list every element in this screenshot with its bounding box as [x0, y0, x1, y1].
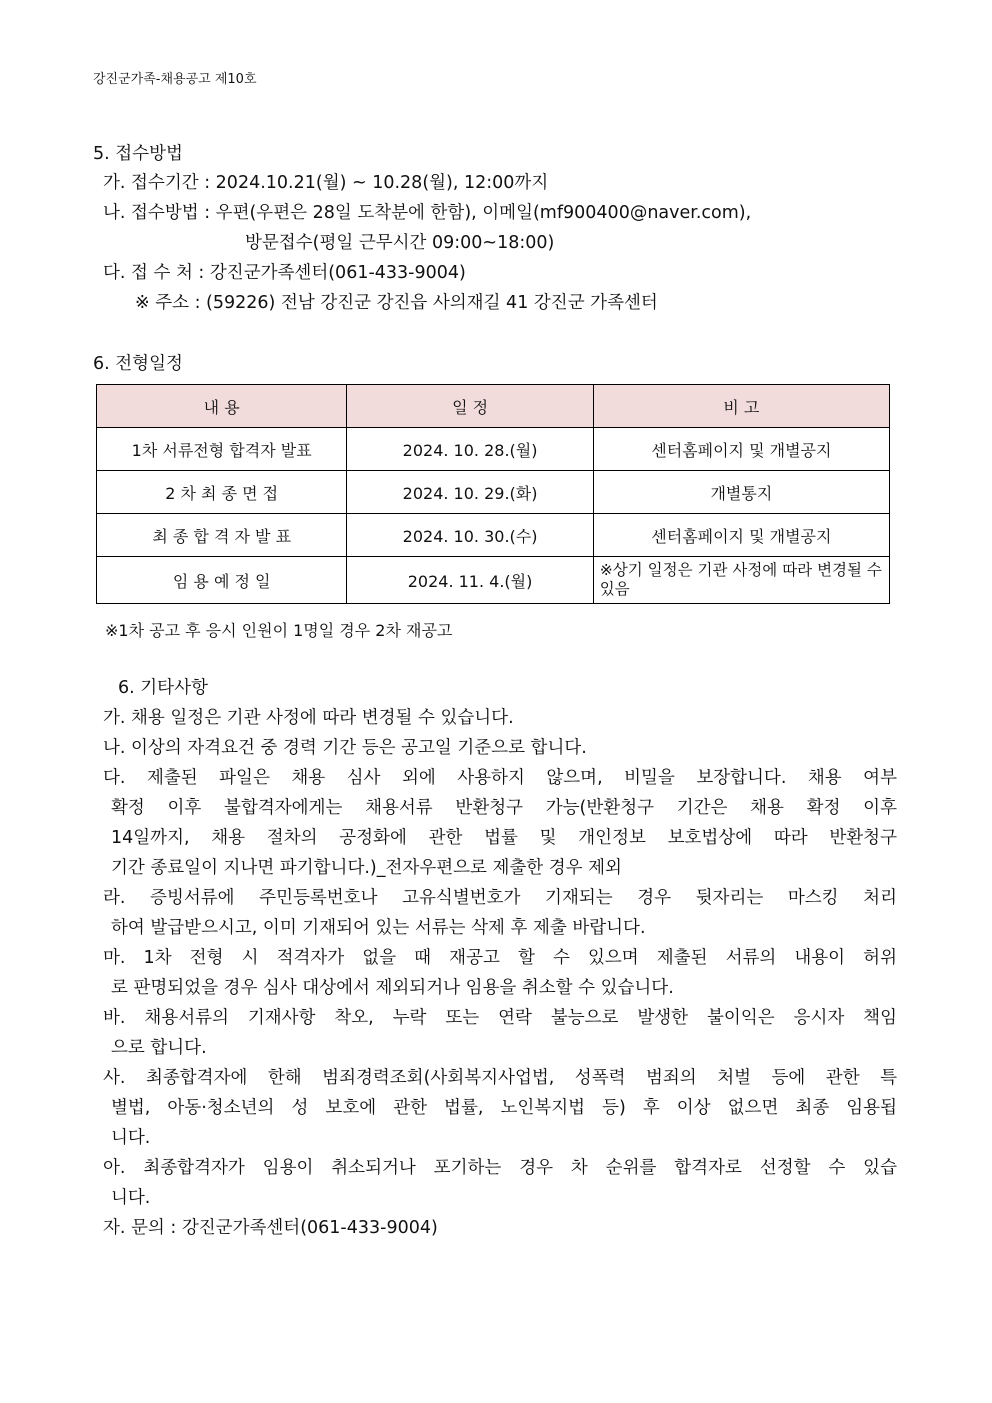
row-note: 센터홈페이지 및 개별공지	[593, 428, 889, 471]
application-method-continued: 방문접수(평일 근무시간 09:00~18:00)	[245, 233, 555, 253]
etc-item-ra: 라. 증빙서류에 주민등록번호나 고유식별번호가 기재되는 경우 뒷자리는 마스킹 처리	[103, 888, 897, 908]
row-content: 2 차 최 종 면 접	[97, 471, 347, 514]
section-5-title: 5. 접수방법	[93, 144, 183, 164]
etc-item-ma: 마. 1차 전형 시 적격자가 없을 때 재공고 할 수 있으며 제출된 서류의 내용이 허위	[103, 948, 897, 968]
table-row	[97, 557, 890, 604]
table-row	[97, 514, 890, 557]
etc-item-sa-continued: 니다.	[111, 1128, 151, 1148]
etc-item-ba: 바. 채용서류의 기재사항 착오, 누락 또는 연락 불능으로 발생한 불이익은 응시자 책임	[103, 1008, 897, 1028]
etc-item-da-continued: 14일까지, 채용 절차의 공정화에 관한 법률 및 개인정보 보호법상에 따라 반환청구	[111, 828, 897, 848]
row-date: 2024. 11. 4.(월)	[347, 557, 593, 604]
header-note: 비 고	[593, 385, 889, 428]
schedule-table	[96, 384, 890, 604]
row-date: 2024. 10. 30.(수)	[347, 514, 593, 557]
etc-item-sa-continued: 별법, 아동·청소년의 성 보호에 관한 법률, 노인복지법 등) 후 이상 없으면 최종 임용됩	[111, 1098, 897, 1118]
row-note: 센터홈페이지 및 개별공지	[593, 514, 889, 557]
etc-item-ba-continued: 으로 합니다.	[111, 1038, 207, 1058]
table-header-row	[97, 385, 890, 428]
etc-item-ra-continued: 하여 발급받으시고, 이미 기재되어 있는 서류는 삭제 후 제출 바랍니다.	[111, 918, 646, 938]
application-place: 다. 접 수 처 : 강진군가족센터(061-433-9004)	[103, 263, 466, 283]
etc-item-a-continued: 니다.	[111, 1188, 151, 1208]
etc-item-a: 아. 최종합격자가 임용이 취소되거나 포기하는 경우 차 순위를 합격자로 선정할 수 있습	[103, 1158, 897, 1178]
section-6-title: 6. 전형일정	[93, 354, 183, 374]
row-note: ※상기 일정은 기관 사정에 따라 변경될 수 있음	[593, 557, 889, 604]
row-note: 개별통지	[593, 471, 889, 514]
header-content: 내 용	[97, 385, 347, 428]
etc-item-da: 다. 제출된 파일은 채용 심사 외에 사용하지 않으며, 비밀을 보장합니다. 채용 여부	[103, 768, 897, 788]
row-content: 최 종 합 격 자 발 표	[97, 514, 347, 557]
etc-item-na: 나. 이상의 자격요건 중 경력 기간 등은 공고일 기준으로 합니다.	[103, 738, 587, 758]
row-content: 1차 서류전형 합격자 발표	[97, 428, 347, 471]
row-date: 2024. 10. 28.(월)	[347, 428, 593, 471]
table-row	[97, 428, 890, 471]
etc-item-da-continued: 확정 이후 불합격자에게는 채용서류 반환청구 가능(반환청구 기간은 채용 확정 이후	[111, 798, 897, 818]
application-method: 나. 접수방법 : 우편(우편은 28일 도착분에 한함), 이메일(mf900400@naver.com),	[103, 203, 752, 223]
table-row	[97, 471, 890, 514]
document-header: 강진군가족-채용공고 제10호	[93, 72, 257, 87]
etc-item-ga: 가. 채용 일정은 기관 사정에 따라 변경될 수 있습니다.	[103, 708, 514, 728]
application-address: ※ 주소 : (59226) 전남 강진군 강진읍 사의재길 41 강진군 가족센터	[135, 293, 658, 313]
header-date: 일 정	[347, 385, 593, 428]
row-date: 2024. 10. 29.(화)	[347, 471, 593, 514]
etc-item-ja-contact: 자. 문의 : 강진군가족센터(061-433-9004)	[103, 1218, 438, 1238]
application-period: 가. 접수기간 : 2024.10.21(월) ~ 10.28(월), 12:00까지	[103, 173, 549, 193]
etc-item-ma-continued: 로 판명되었을 경우 심사 대상에서 제외되거나 임용을 취소할 수 있습니다.	[111, 978, 674, 998]
etc-section-title: 6. 기타사항	[118, 678, 208, 698]
row-content: 임 용 예 정 일	[97, 557, 347, 604]
etc-item-da-continued: 기간 종료일이 지나면 파기합니다.)_전자우편으로 제출한 경우 제외	[111, 858, 622, 878]
schedule-footnote: ※1차 공고 후 응시 인원이 1명일 경우 2차 재공고	[105, 621, 453, 640]
etc-item-sa: 사. 최종합격자에 한해 범죄경력조회(사회복지사업법, 성폭력 범죄의 처벌 등에 관한 특	[103, 1068, 897, 1088]
